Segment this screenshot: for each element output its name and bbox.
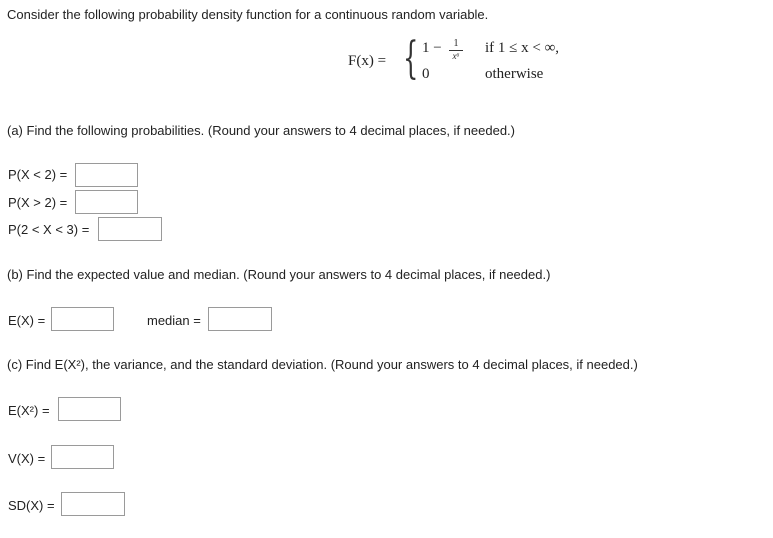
part-a-prompt: (a) Find the following probabilities. (Round your answers to 4 decimal places, if needed.)	[7, 123, 515, 138]
part-c-prompt: (c) Find E(X²), the variance, and the standard deviation. (Round your answers to 4 decimal places, if needed.)	[7, 357, 638, 372]
expected-value-label: E(X) =	[8, 313, 46, 328]
p-x-less-2-input[interactable]	[75, 163, 138, 187]
p-2-x-3-input[interactable]	[98, 217, 162, 241]
formula-case2-condition: otherwise	[485, 66, 544, 82]
formula-case1-condition: if 1 ≤ x < ∞,	[485, 40, 560, 56]
formula-brace: {	[403, 33, 419, 84]
std-dev-label: SD(X) =	[8, 498, 55, 513]
p-2-x-3-label: P(2 < X < 3) =	[8, 222, 90, 237]
formula-case1-prefix: 1 −	[422, 40, 442, 56]
part-b-prompt: (b) Find the expected value and median. (Round your answers to 4 decimal places, if needed.)	[7, 267, 551, 282]
fraction-numerator: 1	[453, 38, 459, 49]
median-input[interactable]	[208, 307, 272, 331]
e-x-squared-label: E(X²) =	[8, 403, 50, 418]
intro-text: Consider the following probability density function for a continuous random variable.	[7, 7, 489, 22]
variance-label: V(X) =	[8, 451, 46, 466]
variance-input[interactable]	[51, 445, 114, 469]
p-x-less-2-label: P(X < 2) =	[8, 167, 68, 182]
formula-case2-value: 0	[422, 66, 430, 82]
expected-value-input[interactable]	[51, 307, 114, 331]
p-x-greater-2-input[interactable]	[75, 190, 138, 214]
median-label: median =	[147, 313, 201, 328]
std-dev-input[interactable]	[61, 492, 125, 516]
fraction-denominator: x⁶	[452, 51, 460, 61]
p-x-greater-2-label: P(X > 2) =	[8, 195, 68, 210]
e-x-squared-input[interactable]	[58, 397, 121, 421]
formula-lhs: F(x) =	[348, 53, 387, 69]
formula-fraction	[449, 39, 463, 61]
